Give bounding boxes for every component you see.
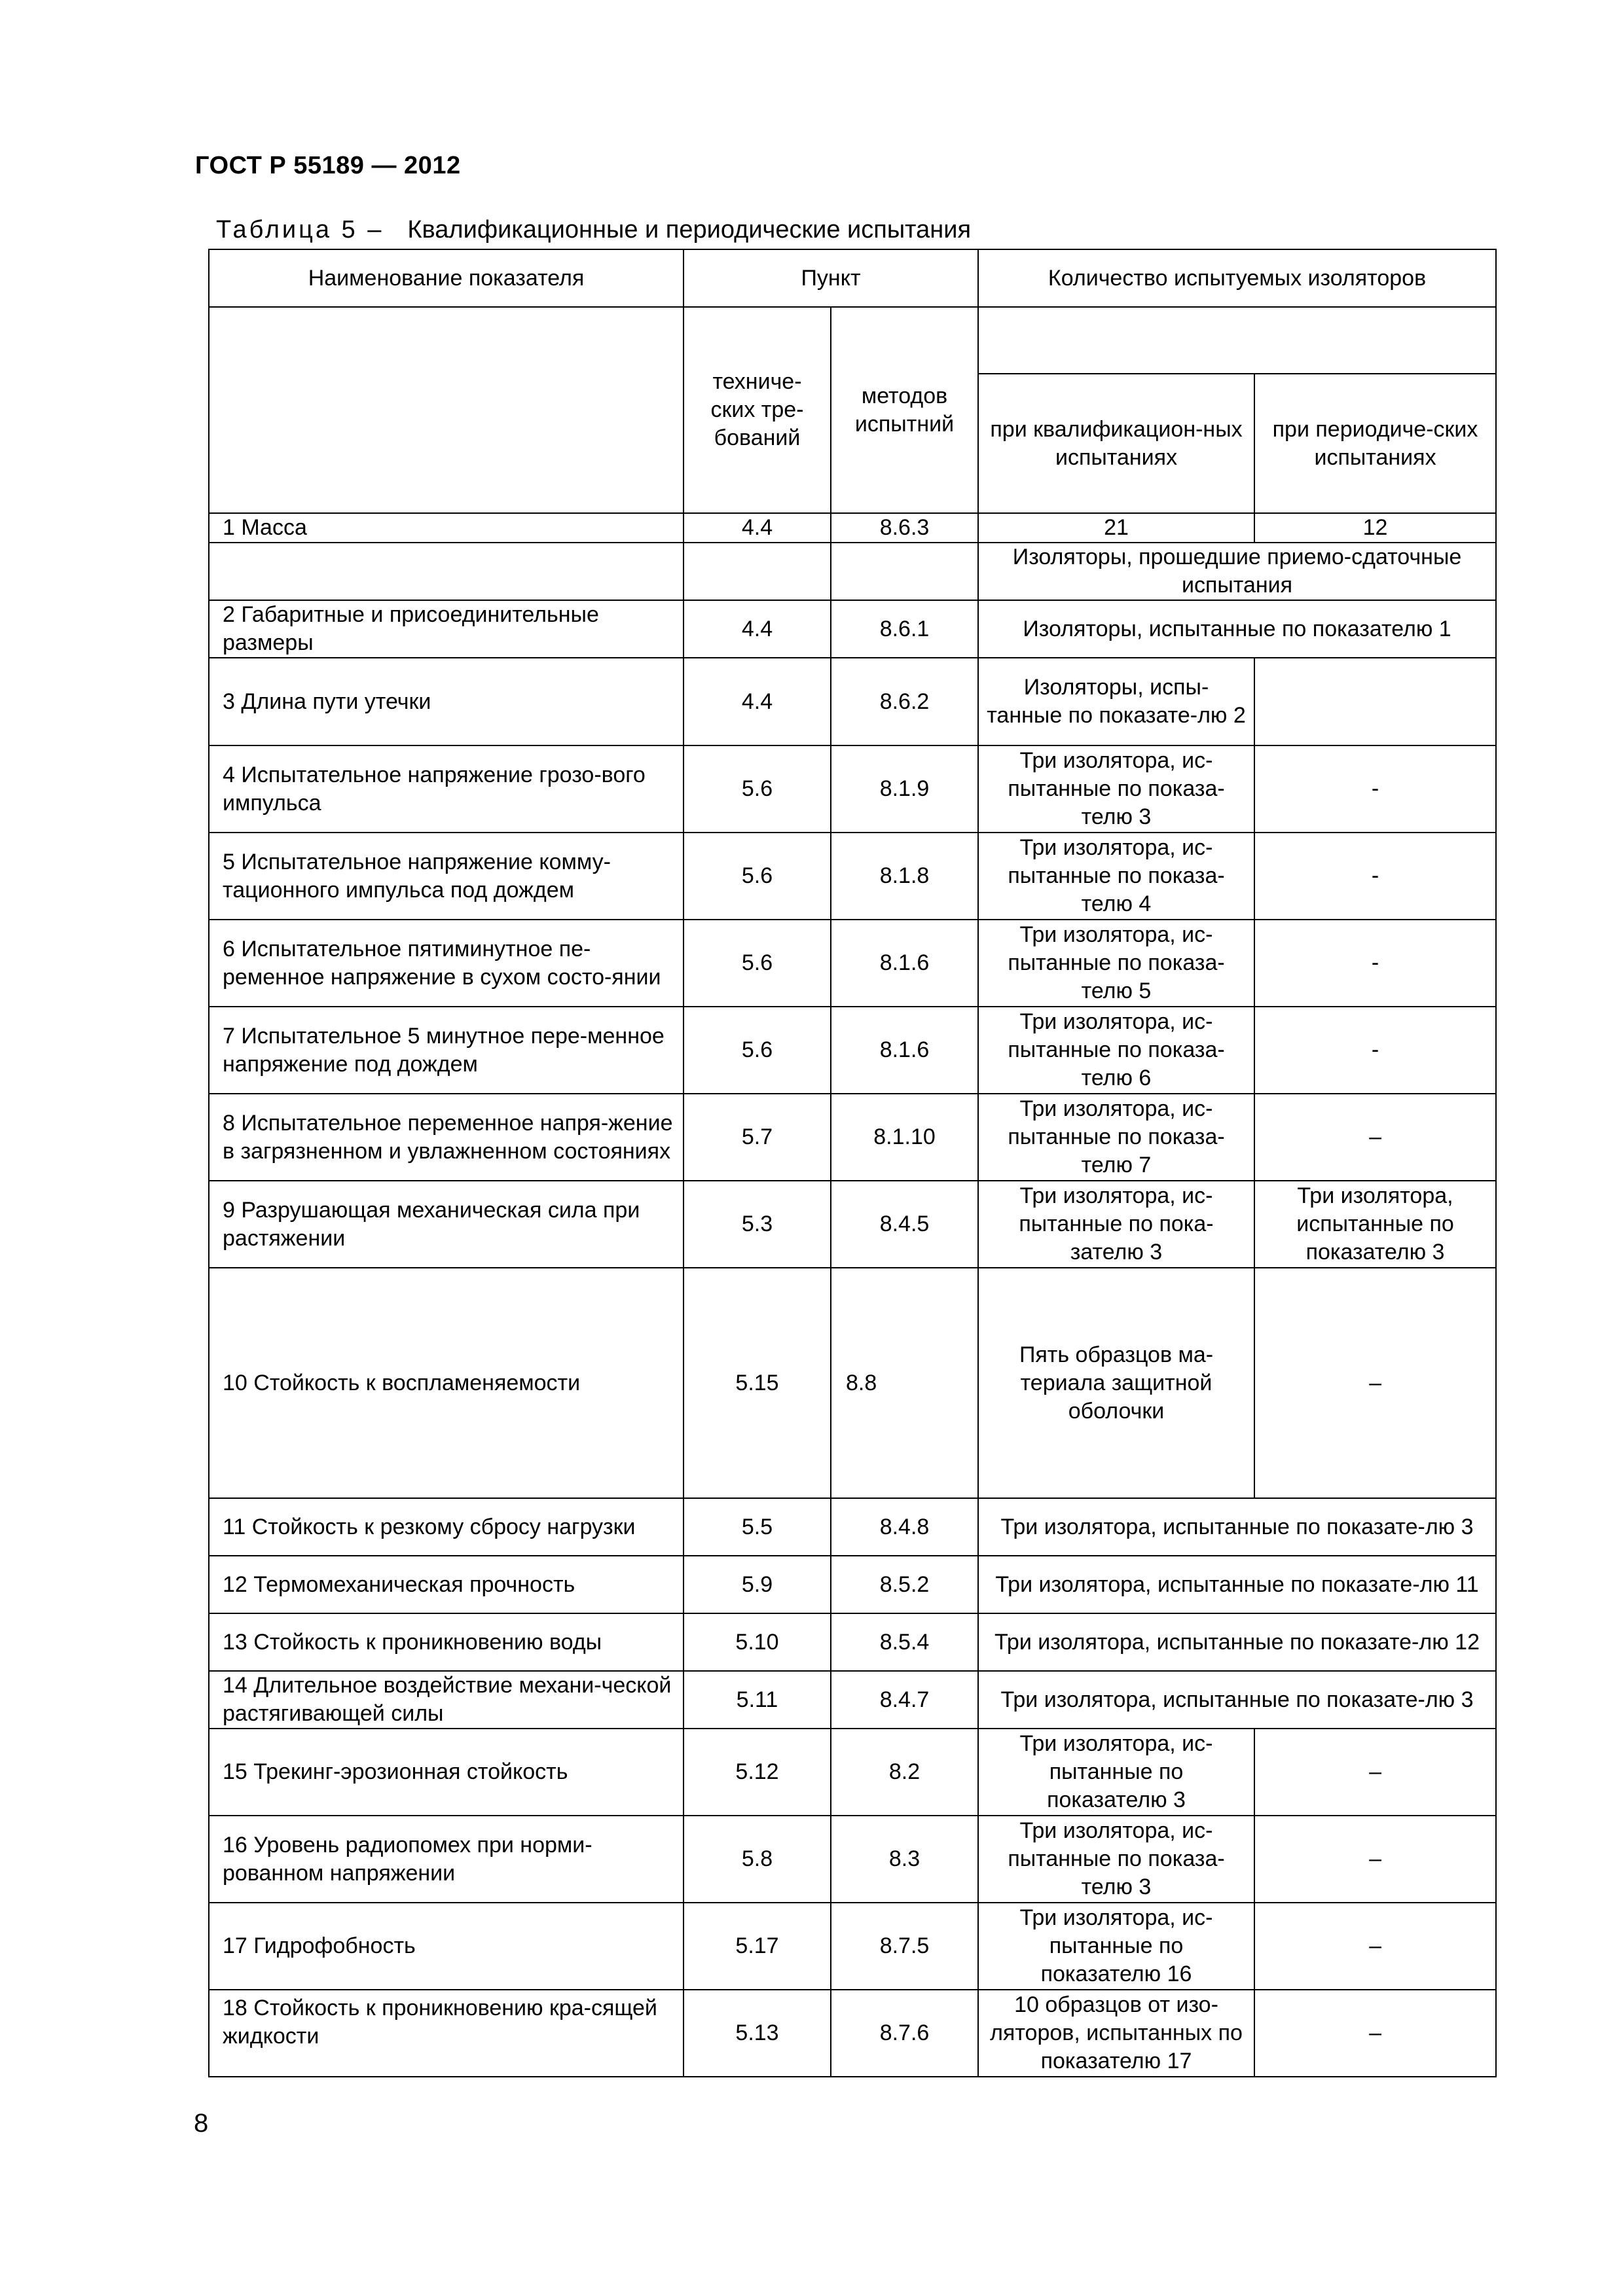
row-3-tech: 4.4 bbox=[684, 658, 831, 745]
header-count: Количество испытуемых изоляторов bbox=[978, 249, 1496, 307]
row-6-period: - bbox=[1254, 920, 1496, 1007]
page-number: 8 bbox=[194, 2109, 209, 2138]
header-name-blank bbox=[209, 307, 684, 513]
table-row bbox=[209, 1007, 1496, 1094]
row-note-blank-tech bbox=[684, 543, 831, 600]
row-8-qual: Три изолятора, ис-пытанные по показа-телю 7 bbox=[978, 1094, 1254, 1181]
row-4-qual: Три изолятора, ис-пытанные по показа-телю 3 bbox=[978, 745, 1254, 833]
row-3-name: 3 Длина пути утечки bbox=[209, 658, 684, 745]
row-3-method: 8.6.2 bbox=[831, 658, 978, 745]
row-16-qual: Три изолятора, ис-пытанные по показа-телю 3 bbox=[978, 1816, 1254, 1903]
row-9-method: 8.4.5 bbox=[831, 1181, 978, 1268]
row-10-method: 8.8 bbox=[831, 1268, 978, 1498]
row-4-tech: 5.6 bbox=[684, 745, 831, 833]
row-7-tech: 5.6 bbox=[684, 1007, 831, 1094]
row-7-name: 7 Испытательное 5 минутное пере-менное напряжение под дождем bbox=[209, 1007, 684, 1094]
row-1-period: 12 bbox=[1254, 513, 1496, 543]
row-4-name: 4 Испытательное напряжение грозо-вого импульса bbox=[209, 745, 684, 833]
row-9-tech: 5.3 bbox=[684, 1181, 831, 1268]
table-row bbox=[209, 1671, 1496, 1729]
row-4-method: 8.1.9 bbox=[831, 745, 978, 833]
row-6-qual: Три изолятора, ис-пытанные по показа-телю 5 bbox=[978, 920, 1254, 1007]
row-2-both: Изоляторы, испытанные по показателю 1 bbox=[978, 600, 1496, 658]
row-15-period: – bbox=[1254, 1729, 1496, 1816]
row-17-tech: 5.17 bbox=[684, 1903, 831, 1990]
row-1-qual: 21 bbox=[978, 513, 1254, 543]
row-17-qual: Три изолятора, ис-пытанные по показателю 16 bbox=[978, 1903, 1254, 1990]
row-10-name: 10 Стойкость к воспламеняемости bbox=[209, 1268, 684, 1498]
row-1-tech: 4.4 bbox=[684, 513, 831, 543]
row-note-text: Изоляторы, прошедшие приемо-сдаточные испытания bbox=[978, 543, 1496, 600]
row-13-both: Три изолятора, испытанные по показате-лю 12 bbox=[978, 1613, 1496, 1671]
row-7-method: 8.1.6 bbox=[831, 1007, 978, 1094]
table-row bbox=[209, 1903, 1496, 1990]
row-13-method: 8.5.4 bbox=[831, 1613, 978, 1671]
row-note-blank-name bbox=[209, 543, 684, 600]
row-4-period: - bbox=[1254, 745, 1496, 833]
row-10-tech: 5.15 bbox=[684, 1268, 831, 1498]
table-row bbox=[209, 1613, 1496, 1671]
row-5-period: - bbox=[1254, 833, 1496, 920]
row-13-name: 13 Стойкость к проникновению воды bbox=[209, 1613, 684, 1671]
document-header: ГОСТ Р 55189 — 2012 bbox=[195, 152, 461, 179]
table-row bbox=[209, 1556, 1496, 1613]
row-7-qual: Три изолятора, ис-пытанные по показа-телю 6 bbox=[978, 1007, 1254, 1094]
row-14-both: Три изолятора, испытанные по показате-лю 3 bbox=[978, 1671, 1496, 1729]
table-row bbox=[209, 833, 1496, 920]
row-14-method: 8.4.7 bbox=[831, 1671, 978, 1729]
row-6-method: 8.1.6 bbox=[831, 920, 978, 1007]
row-3-qual: Изоляторы, испы-танные по показате-лю 2 bbox=[978, 658, 1254, 745]
row-16-method: 8.3 bbox=[831, 1816, 978, 1903]
table-row bbox=[209, 1729, 1496, 1816]
row-10-qual: Пять образцов ма-териала защитной оболочки bbox=[978, 1268, 1254, 1498]
row-14-tech: 5.11 bbox=[684, 1671, 831, 1729]
table-row bbox=[209, 543, 1496, 600]
row-12-both: Три изолятора, испытанные по показате-лю 11 bbox=[978, 1556, 1496, 1613]
row-1-name: 1 Масса bbox=[209, 513, 684, 543]
row-5-name: 5 Испытательное напряжение комму-тационного импульса под дождем bbox=[209, 833, 684, 920]
row-15-method: 8.2 bbox=[831, 1729, 978, 1816]
table-caption-label: Таблица 5 – bbox=[216, 216, 384, 243]
row-16-tech: 5.8 bbox=[684, 1816, 831, 1903]
qualification-tests-table bbox=[208, 249, 1497, 2077]
row-3-period bbox=[1254, 658, 1496, 745]
row-18-qual: 10 образцов от изо-ляторов, испытанных по показателю 17 bbox=[978, 1990, 1254, 2077]
row-18-method: 8.7.6 bbox=[831, 1990, 978, 2077]
row-16-name: 16 Уровень радиопомех при норми-рованном напряжении bbox=[209, 1816, 684, 1903]
row-18-period: – bbox=[1254, 1990, 1496, 2077]
row-2-method: 8.6.1 bbox=[831, 600, 978, 658]
row-12-method: 8.5.2 bbox=[831, 1556, 978, 1613]
header-qual: при квалификацион-ных испытаниях bbox=[978, 374, 1254, 513]
row-note-blank-method bbox=[831, 543, 978, 600]
table-row bbox=[209, 1990, 1496, 2077]
header-tech: техниче-ских тре-бований bbox=[684, 307, 831, 513]
header-count-blank bbox=[978, 307, 1496, 374]
row-9-period: Три изолятора, испытанные по показателю 3 bbox=[1254, 1181, 1496, 1268]
row-13-tech: 5.10 bbox=[684, 1613, 831, 1671]
row-17-period: – bbox=[1254, 1903, 1496, 1990]
row-11-method: 8.4.8 bbox=[831, 1498, 978, 1556]
row-15-name: 15 Трекинг-эрозионная стойкость bbox=[209, 1729, 684, 1816]
table-header-row bbox=[209, 249, 1496, 307]
table-row bbox=[209, 658, 1496, 745]
row-18-name: 18 Стойкость к проникновению кра-сящей жидкости bbox=[209, 1990, 684, 2077]
row-16-period: – bbox=[1254, 1816, 1496, 1903]
row-9-qual: Три изолятора, ис-пытанные по пока-зателю 3 bbox=[978, 1181, 1254, 1268]
row-12-tech: 5.9 bbox=[684, 1556, 831, 1613]
table-row bbox=[209, 745, 1496, 833]
row-2-tech: 4.4 bbox=[684, 600, 831, 658]
table-row bbox=[209, 1094, 1496, 1181]
row-14-name: 14 Длительное воздействие механи-ческой растягивающей силы bbox=[209, 1671, 684, 1729]
row-12-name: 12 Термомеханическая прочность bbox=[209, 1556, 684, 1613]
row-17-method: 8.7.5 bbox=[831, 1903, 978, 1990]
row-8-period: – bbox=[1254, 1094, 1496, 1181]
table-row bbox=[209, 1181, 1496, 1268]
table-row bbox=[209, 600, 1496, 658]
row-15-tech: 5.12 bbox=[684, 1729, 831, 1816]
row-8-method: 8.1.10 bbox=[831, 1094, 978, 1181]
table-row bbox=[209, 1268, 1496, 1498]
table-caption bbox=[216, 216, 971, 244]
header-name: Наименование показателя bbox=[209, 249, 684, 307]
row-5-method: 8.1.8 bbox=[831, 833, 978, 920]
row-10-period: – bbox=[1254, 1268, 1496, 1498]
table-row bbox=[209, 1816, 1496, 1903]
row-5-qual: Три изолятора, ис-пытанные по показа-телю 4 bbox=[978, 833, 1254, 920]
header-clause: Пункт bbox=[684, 249, 978, 307]
header-method: методов испытний bbox=[831, 307, 978, 513]
row-11-name: 11 Стойкость к резкому сбросу нагрузки bbox=[209, 1498, 684, 1556]
row-18-tech: 5.13 bbox=[684, 1990, 831, 2077]
row-15-qual: Три изолятора, ис-пытанные по показателю 3 bbox=[978, 1729, 1254, 1816]
table-row bbox=[209, 1498, 1496, 1556]
row-7-period: - bbox=[1254, 1007, 1496, 1094]
row-9-name: 9 Разрушающая механическая сила при растяжении bbox=[209, 1181, 684, 1268]
table-row bbox=[209, 513, 1496, 543]
row-5-tech: 5.6 bbox=[684, 833, 831, 920]
table-row bbox=[209, 920, 1496, 1007]
row-8-name: 8 Испытательное переменное напря-жение в загрязненном и увлажненном состояниях bbox=[209, 1094, 684, 1181]
header-period: при периодиче-ских испытаниях bbox=[1254, 374, 1496, 513]
row-6-name: 6 Испытательное пятиминутное пе-ременное напряжение в сухом состо-янии bbox=[209, 920, 684, 1007]
table-subheader-row bbox=[209, 307, 1496, 374]
row-6-tech: 5.6 bbox=[684, 920, 831, 1007]
row-2-name: 2 Габаритные и присоединительные размеры bbox=[209, 600, 684, 658]
row-1-method: 8.6.3 bbox=[831, 513, 978, 543]
row-11-tech: 5.5 bbox=[684, 1498, 831, 1556]
table-caption-text: Квалификационные и периодические испытания bbox=[407, 216, 972, 243]
row-11-both: Три изолятора, испытанные по показате-лю 3 bbox=[978, 1498, 1496, 1556]
row-8-tech: 5.7 bbox=[684, 1094, 831, 1181]
row-17-name: 17 Гидрофобность bbox=[209, 1903, 684, 1990]
